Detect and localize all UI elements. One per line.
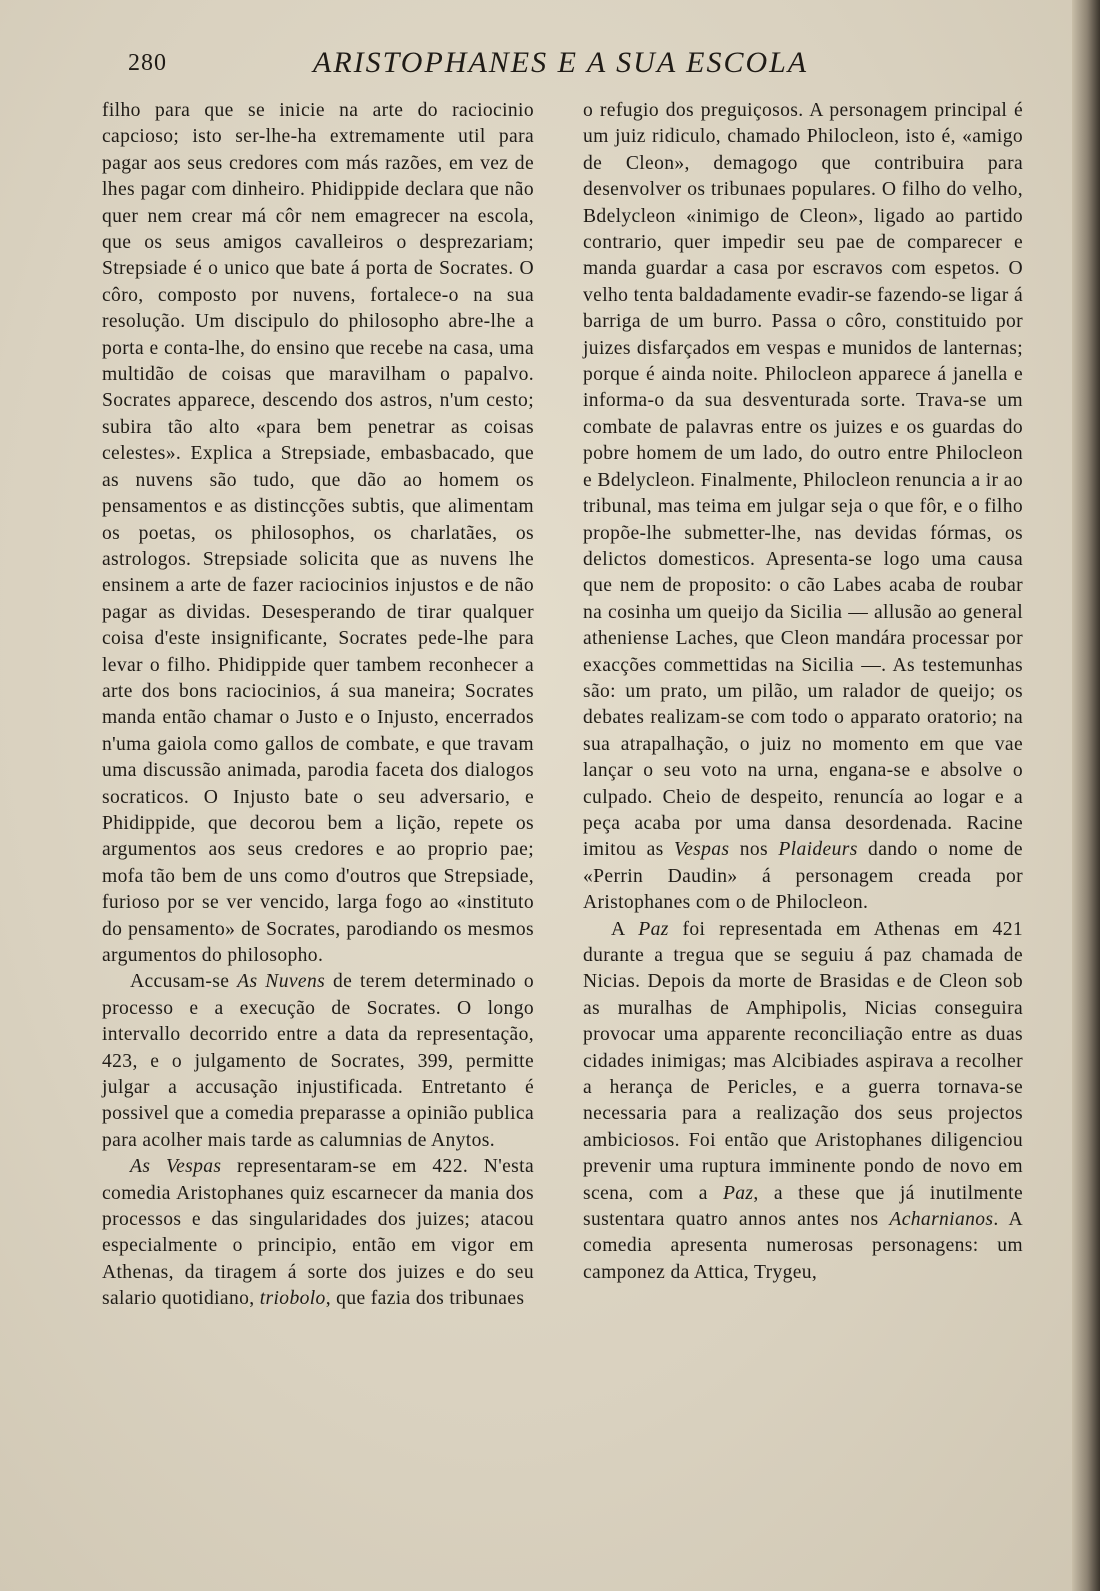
paragraph-text: de terem determinado o processo e a execução de Socrates. O longo intervallo decorrido entre a data da representação, 423, e o julgamento de Socrates, 399, permitte julgar a accusação injustificada. Entretanto é possivel que a comedia preparasse a opinião publica para acolher mais tarde as calumnias de Anytos. [102, 971, 535, 1151]
work-title: Acharnianos [889, 1209, 994, 1231]
paragraph-text: Accusam-se [130, 971, 238, 993]
work-title: Plaideurs [778, 839, 858, 861]
paragraph [583, 917, 1023, 1287]
paragraph-text: A [611, 918, 639, 940]
paragraph-text: o refugio dos preguiçosos. A personagem principal é um juiz ridiculo, chamado Philocleon, isto é, «amigo de Cleon», demagogo que contribuira para desenvolver os tribunaes populares. O filho do velho, Bdelycleon «inimigo de Cleon», ligado ao partido contrario, quer impedir seu pae de comparecer e manda guardar a casa por escravos com espetos. O velho tenta baldadamente evadir-se fazendo-se ligar á barriga de um burro. Passa o côro, constituido por juizes disfarçados em vespas e munidos de lanternas; porque é ainda noite. Philocleon apparece á janella e informa-o da sua desventurada sorte. Trava-se um combate de palavras entre os juizes e os guardas do pobre homem de um lado, do outro entre Philocleon e Bdelycleon. Finalmente, Philocleon renuncia a ir ao tribunal, mas teima em julgar seja o que fôr, e o filho propõe-lhe submetter-lhe, nas devidas fórmas, os delictos domesticos. Apresenta-se logo uma causa que nem de proposito: o cão Labes acaba de roubar na cosinha um queijo da Sicilia — allusão ao general atheniense Laches, que Cleon mandára processar por exacções commettidas na Sicilia —. As testemunhas são: um prato, um pilão, um ralador de queijo; os debates realizam-se com todo o apparato oratorio; na sua atrapalhação, o juiz no momento em que vae lançar o seu voto na urna, engana-se e absolve o culpado. Cheio de despeito, renuncía ao logar e a peça acaba por uma dansa desordenada. Racine imitou as [583, 100, 1023, 861]
paragraph [102, 98, 534, 969]
page-number: 280 [128, 50, 167, 76]
italic-term: triobolo [259, 1288, 326, 1310]
page-header [128, 46, 818, 86]
paragraph [102, 1154, 534, 1312]
work-title: Paz [638, 918, 669, 940]
work-title: As Nuvens [237, 971, 326, 993]
paragraph [102, 969, 534, 1154]
paragraph-text: nos [729, 839, 779, 861]
book-spine-shadow [1072, 0, 1100, 1591]
work-title: Vespas [673, 839, 730, 861]
work-title: Paz [722, 1182, 754, 1204]
paragraph-text: . A comedia apresenta numerosas personagens: um camponez da Attica, Trygeu, [583, 1209, 1024, 1283]
left-column [102, 98, 534, 1313]
paragraph-text: filho para que se inicie na arte do raciocinio capcioso; isto ser-lhe-ha extremamente util para pagar aos seus credores com más razões, em vez de lhes pagar com dinheiro. Phidippide declara que não quer nem crear má côr nem emagrecer na escola, que os seus amigos cavalleiros o desprezariam; Strepsiade é o unico que bate á porta de Socrates. O côro, composto por nuvens, fortalece-o na sua resolução. Um discipulo do philosopho abre-lhe a porta e conta-lhe, do ensino que recebe na casa, uma multidão de coisas que maravilham o papalvo. Socrates apparece, descendo dos astros, n'um cesto; subira tão alto «para bem penetrar as coisas celestes». Explica a Strepsiade, embasbacado, que as nuvens são tudo, que dão ao homem os pensamentos e as distincções subtis, que alimentam os poetas, os philosophos, os charlatães, os astrologos. Strepsiade solicita que as nuvens lhe ensinem a arte de fazer raciocinios injustos e de não pagar as dividas. Desesperando de tirar qualquer coisa d'este insignificante, Socrates pede-lhe para levar o filho. Phidippide quer tambem reconhecer a arte dos bons raciocinios, á sua maneira; Socrates manda então chamar o Justo e o Injusto, encerrados n'uma gaiola como gallos de combate, e que travam uma discussão animada, parodia faceta dos dialogos socraticos. O Injusto bate o seu adversario, e Phidippide, que decorou bem a lição, repete os argumentos aos seus credores e ao proprio pae; mofa tão bem de uns como d'outros que Strepsiade, furioso por se ver vencido, larga fogo ao «instituto do pensamento» de Socrates, parodiando os mesmos argumentos do philosopho. [102, 100, 534, 966]
right-column [583, 98, 1023, 1286]
paragraph-text: dando o nome de «Perrin Daudin» á personagem creada por Aristophanes com o de Philocleon. [583, 839, 1023, 914]
paragraph [583, 98, 1023, 917]
paragraph-text: representaram-se em 422. N'esta comedia Aristophanes quiz escarnecer da mania dos processos e das singularidades dos juizes; atacou especialmente o principio, então em vigor em Athenas, da tiragem á sorte dos juizes e do seu salario quotidiano, [102, 1156, 534, 1310]
paragraph-text: foi representada em Athenas em 421 durante a tregua que se seguiu á paz chamada de Nicias. Depois da morte de Brasidas e de Cleon sob as muralhas de Amphipolis, Nicias conseguira provocar uma apparente reconciliação entre as duas cidades inimigas; mas Alcibiades aspirava a recolher a herança de Pericles, e a guerra tornava-se necessaria para a realização dos seus projectos ambiciosos. Foi então que Aristophanes diligenciou prevenir uma ruptura imminente pondo de novo em scena, com a [583, 918, 1023, 1204]
work-title: As Vespas [130, 1156, 222, 1178]
running-title: ARISTOPHANES E A SUA ESCOLA [313, 46, 809, 79]
paragraph-text: , a these que já inutilmente sustentara quatro annos antes nos [583, 1182, 1023, 1231]
paragraph-text: , que fazia dos tribunaes [325, 1288, 525, 1310]
